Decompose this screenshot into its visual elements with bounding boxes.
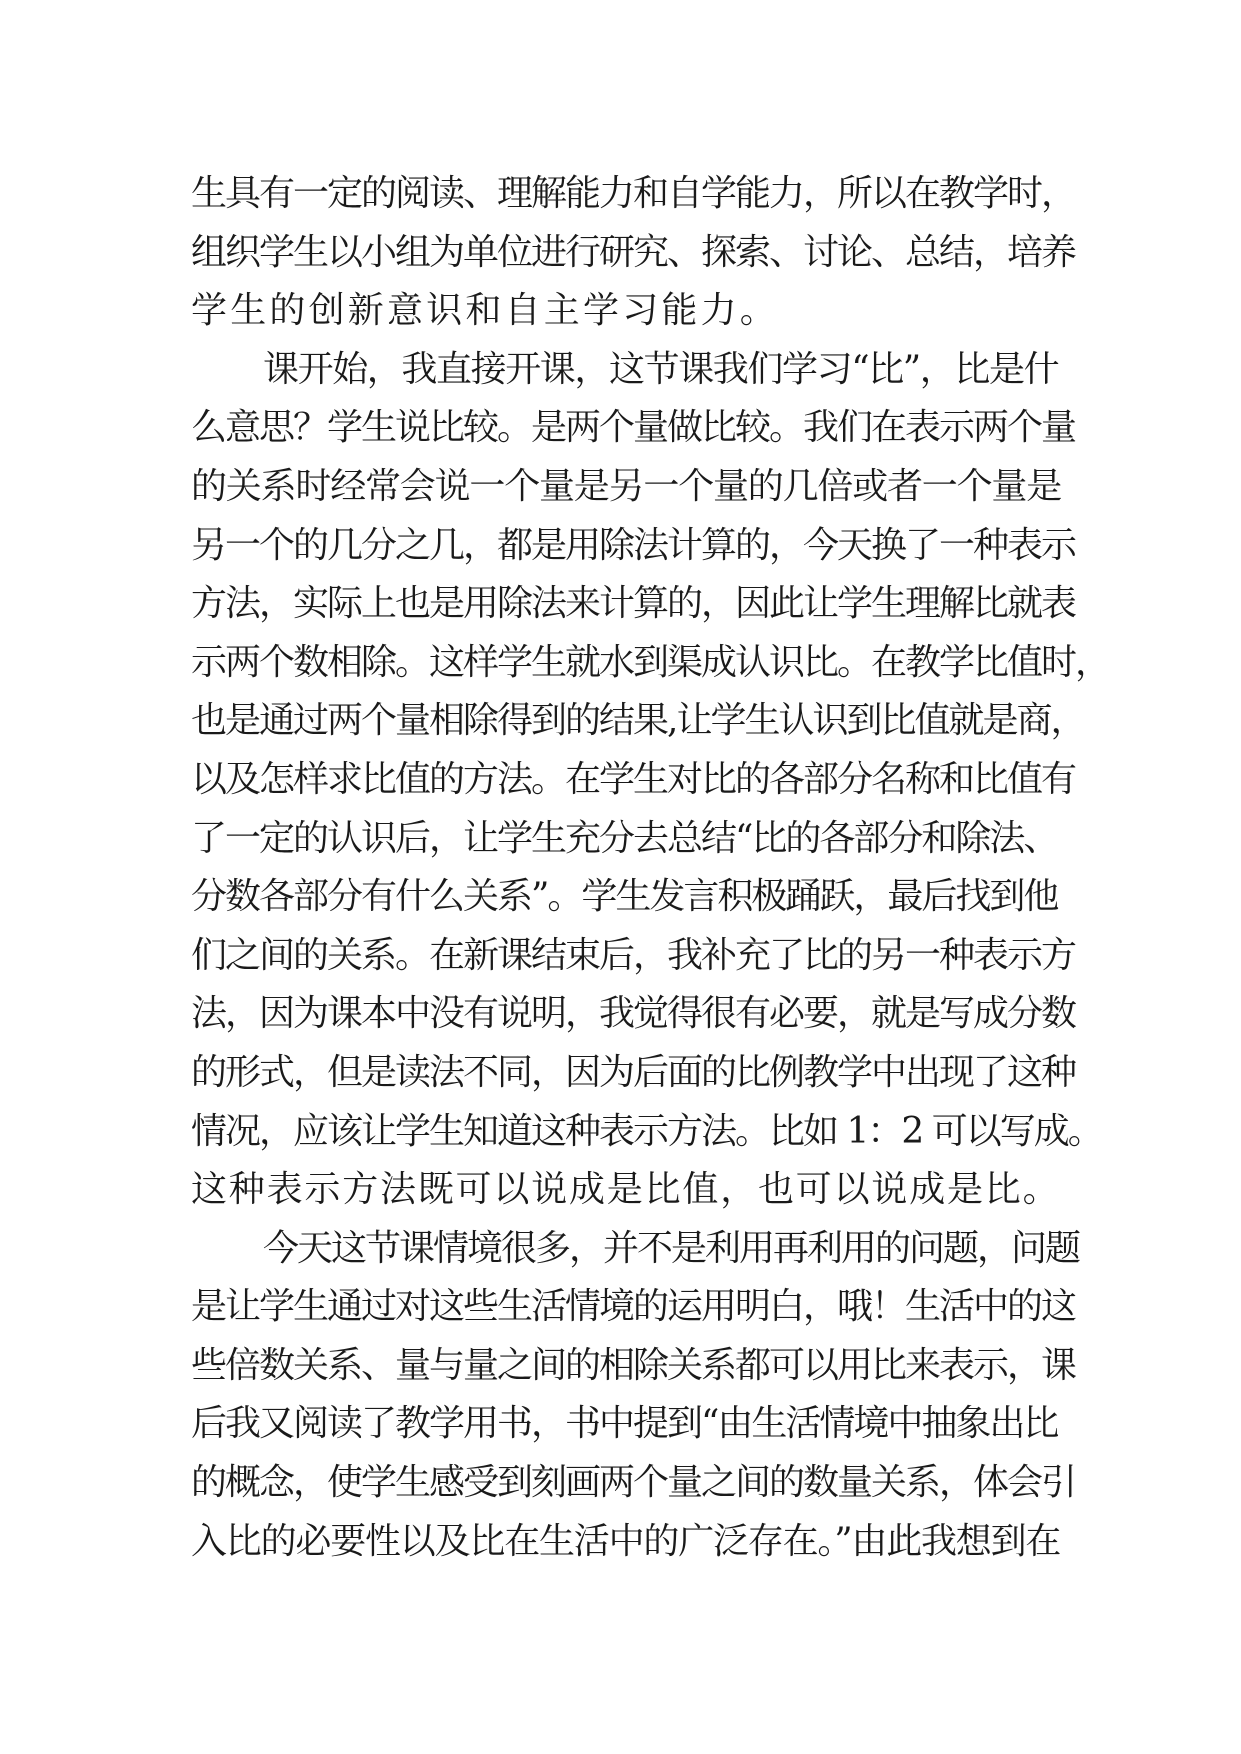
text-line: 的形式，但是读法不同，因为后面的比例教学中出现了这种 (191, 1051, 1076, 1093)
text-line: 的概念，使学生感受到刻画两个量之间的数量关系，体会引 (191, 1462, 1076, 1504)
text-line: 这种表示方法既可以说成是比值，也可以说成是比。 (191, 1169, 1061, 1211)
text-line: 法，因为课本中没有说明，我觉得很有必要，就是写成分数 (191, 993, 1076, 1035)
text-line: 入比的必要性以及比在生活中的广泛存在。”由此我想到在 (191, 1520, 1061, 1562)
text-line: 分数各部分有什么关系”。学生发言积极踊跃，最后找到他 (191, 876, 1058, 918)
paragraph-first-line: 今天这节课情境很多，并不是利用再利用的问题，问题 (263, 1227, 1080, 1269)
text-line: 些倍数关系、量与量之间的相除关系都可以用比来表示，课 (191, 1344, 1076, 1386)
body-text (191, 165, 1110, 1571)
text-line: 示两个数相除。这样学生就水到渠成认识比。在教学比值时， (191, 641, 1110, 683)
text-line: 另一个的几分之几，都是用除法计算的，今天换了一种表示 (191, 524, 1076, 566)
text-line: 也是通过两个量相除得到的结果,让学生认识到比值就是商， (191, 700, 1085, 742)
text-line: 组织学生以小组为单位进行研究、探索、讨论、总结，培养 (191, 231, 1076, 273)
text-line: 方法，实际上也是用除法来计算的，因此让学生理解比就表 (191, 583, 1076, 625)
text-line: 以及怎样求比值的方法。在学生对比的各部分名称和比值有 (191, 758, 1076, 800)
text-line: 么意思？学生说比较。是两个量做比较。我们在表示两个量 (191, 407, 1076, 449)
text-line: 生具有一定的阅读、理解能力和自学能力，所以在教学时， (191, 173, 1076, 214)
text-line: 们之间的关系。在新课结束后，我补充了比的另一种表示方 (191, 934, 1076, 976)
paragraph-first-line: 课开始，我直接开课，这节课我们学习“比”，比是什 (263, 348, 1059, 390)
text-line: 是让学生通过对这些生活情境的运用明白，哦！生活中的这 (191, 1286, 1076, 1328)
text-line: 的关系时经常会说一个量是另一个量的几倍或者一个量是 (191, 465, 1062, 507)
text-line: 了一定的认识后，让学生充分去总结“比的各部分和除法、 (191, 817, 1058, 859)
text-line: 后我又阅读了教学用书，书中提到“由生活情境中抽象出比 (191, 1403, 1058, 1445)
text-line: 学生的创新意识和自主学习能力。 (191, 290, 780, 332)
text-line: 情况，应该让学生知道这种表示方法。比如 1：2 可以写成。 (191, 1110, 1102, 1152)
